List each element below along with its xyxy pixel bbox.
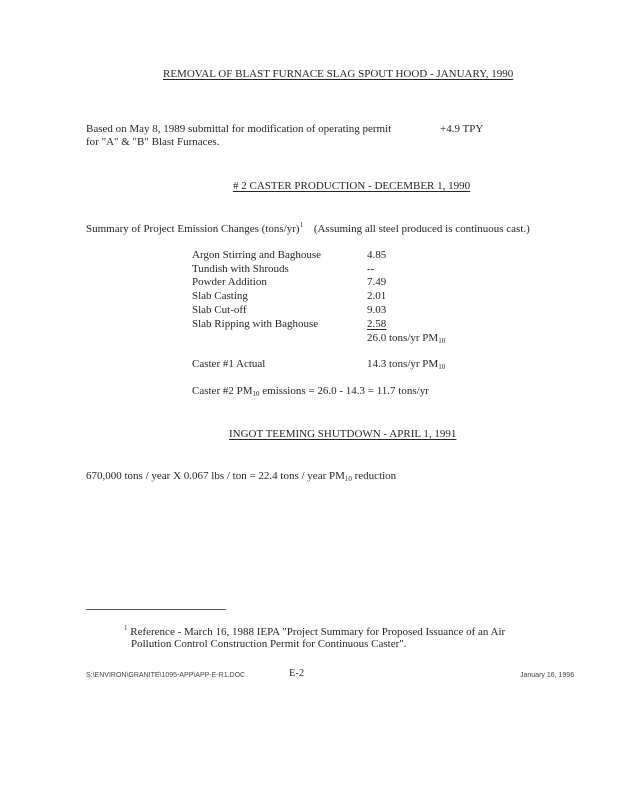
heading-ingot-teeming: INGOT TEEMING SHUTDOWN - APRIL 1, 1991 — [229, 428, 457, 440]
emission-item-label: Powder Addition — [192, 276, 267, 288]
emission-item-label: Slab Ripping with Baghouse — [192, 318, 319, 330]
ingot-reduction-suffix: reduction — [351, 470, 397, 482]
summary-line — [86, 221, 530, 235]
pm-subscript: 10 — [438, 337, 446, 345]
emission-item-value: 9.03 — [367, 304, 387, 316]
total-emissions — [367, 332, 445, 345]
heading-caster-production: # 2 CASTER PRODUCTION - DECEMBER 1, 1990 — [233, 180, 471, 192]
footnote-divider — [86, 609, 226, 610]
pm-subscript: 10 — [344, 475, 352, 483]
emission-item-value: 2.01 — [367, 290, 387, 302]
submittal-text-line2: for "A" & "B" Blast Furnaces. — [86, 136, 220, 148]
footer-page-number: E-2 — [289, 668, 305, 679]
caster1-value: 14.3 tons/yr PM — [367, 358, 439, 370]
emission-item-value: 7.49 — [367, 276, 387, 288]
emission-item-value: 2.58 — [367, 318, 387, 330]
footnote-reference: 1 — [299, 221, 304, 229]
footer-date: January 16, 1996 — [520, 672, 575, 679]
caster2-suffix: emissions = 26.0 - 14.3 = 11.7 tons/yr — [259, 385, 429, 397]
emission-item-label: Tundish with Shrouds — [192, 263, 289, 275]
emission-item-label: Argon Stirring and Baghouse — [192, 249, 322, 261]
footer-file-path: S:\ENVIRON\GRANITE\1095-APP\APP-E-R1.DOC — [86, 672, 246, 679]
emission-item-label: Slab Cut-off — [192, 304, 247, 316]
ingot-reduction-line — [86, 470, 396, 483]
caster1-value-line — [367, 358, 445, 371]
footnote-mark: 1 — [124, 624, 128, 632]
footnote-line1 — [124, 624, 505, 638]
footnote-text1: Reference - March 16, 1988 IEPA "Project Summary for Proposed Issuance of an Air — [127, 626, 506, 638]
emission-item-value: 4.85 — [367, 249, 387, 261]
caster1-label: Caster #1 Actual — [192, 358, 266, 370]
caster2-emissions-line — [192, 385, 429, 398]
caster2-prefix: Caster #2 PM — [192, 385, 253, 397]
pm-subscript: 10 — [438, 363, 446, 371]
heading-slag-spout-hood: REMOVAL OF BLAST FURNACE SLAG SPOUT HOOD - JANUARY, 1990 — [163, 68, 514, 80]
footnote-line2: Pollution Control Construction Permit for Continuous Caster". — [131, 638, 407, 650]
ingot-reduction-prefix: 670,000 tons / year X 0.067 lbs / ton = 22.4 tons / year PM — [86, 470, 345, 482]
emission-item-label: Slab Casting — [192, 290, 248, 302]
summary-note: (Assuming all steel produced is continuous cast.) — [313, 223, 530, 235]
total-value: 26.0 tons/yr PM — [367, 332, 439, 344]
summary-text: Summary of Project Emission Changes (tons/yr) — [86, 223, 300, 235]
submittal-text-line1: Based on May 8, 1989 submittal for modification of operating permit — [86, 123, 392, 135]
emission-amount: +4.9 TPY — [440, 123, 484, 135]
pm-subscript: 10 — [252, 390, 260, 398]
emission-item-value: -- — [367, 263, 375, 275]
